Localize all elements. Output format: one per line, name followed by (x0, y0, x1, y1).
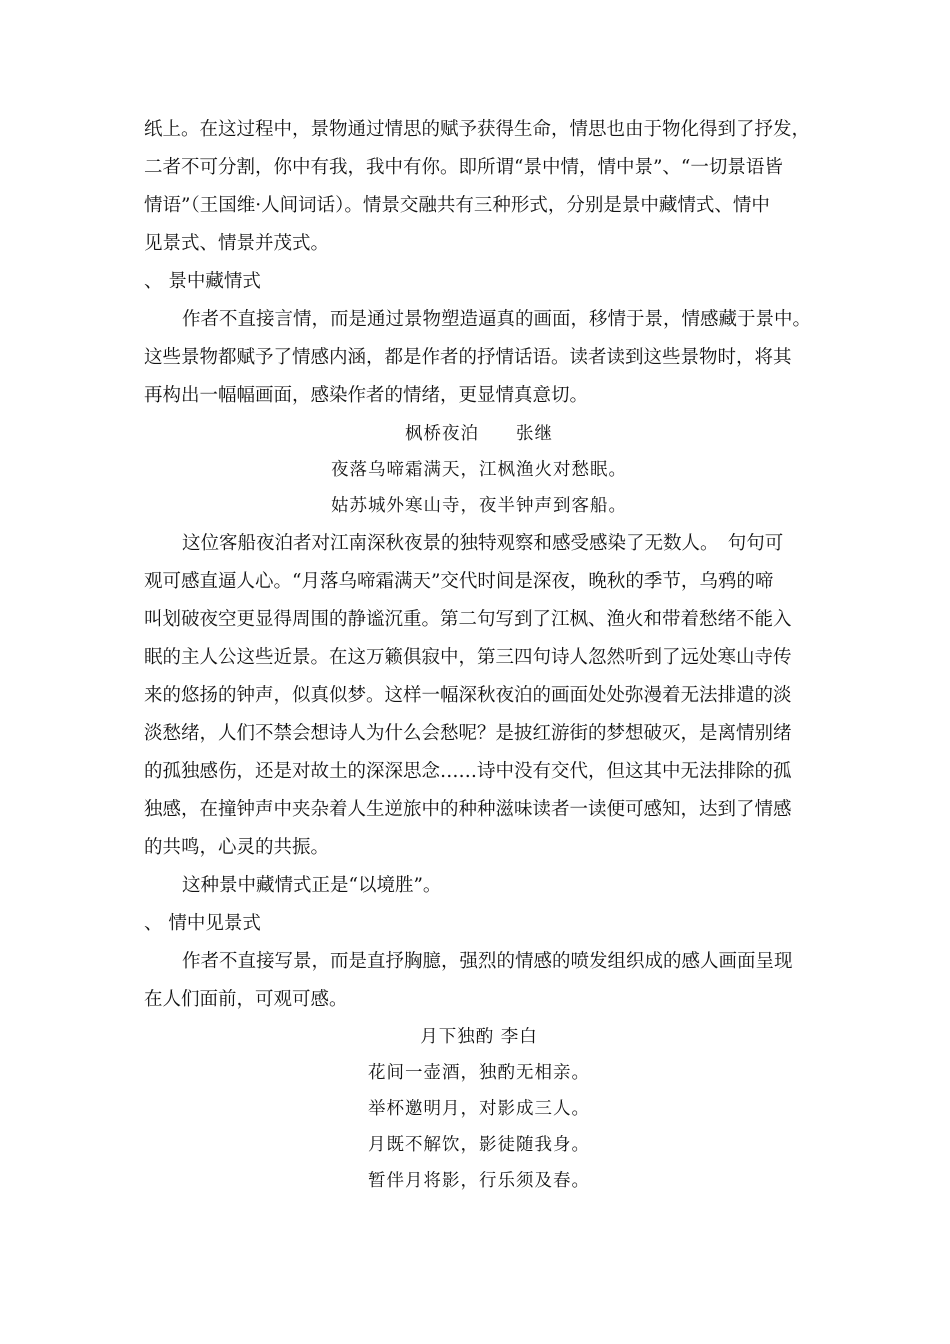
paragraph-2-line: 再构出一幅幅画面，感染作者的情绪，更显情真意切。 (144, 385, 589, 406)
poem-2-line: 举杯邀明月，对影成三人。 (368, 1099, 590, 1119)
poem-2-line: 月既不解饮，影徒随我身。 (368, 1135, 590, 1155)
section-heading-2: 、 情中见景式 (144, 913, 261, 934)
poem-1-title: 枫桥夜泊 张继 (405, 424, 553, 444)
paragraph-1-line: 情语”（王国维·人间词话）。情景交融共有三种形式，分别是景中藏情式、情中 (144, 195, 770, 216)
paragraph-3-line: 的孤独感伤，还是对故土的深深思念……诗中没有交代，但这其中无法排除的孤 (144, 761, 792, 782)
paragraph-5-line: 在人们面前，可观可感。 (144, 989, 348, 1010)
poem-2-line: 花间一壶酒，独酌无相亲。 (368, 1063, 590, 1083)
paragraph-1-line: 见景式、情景并茂式。 (144, 233, 330, 254)
paragraph-2-line: 作者不直接言情，而是通过景物塑造逼真的画面，移情于景，情感藏于景中。 (182, 309, 812, 330)
paragraph-2-line: 这些景物都赋予了情感内涵，都是作者的抒情话语。读者读到这些景物时，将其 (144, 347, 792, 368)
paragraph-4: 这种景中藏情式正是“以境胜”。 (182, 875, 442, 896)
paragraph-1-line: 纸上。在这过程中，景物通过情思的赋予获得生命，情思也由于物化得到了抒发， (144, 119, 811, 140)
paragraph-3-line: 来的悠扬的钟声，似真似梦。这样一幅深秋夜泊的画面处处弥漫着无法排遣的淡 (144, 685, 792, 706)
poem-2-line: 暂伴月将影，行乐须及春。 (368, 1171, 590, 1191)
paragraph-3-line: 叫划破夜空更显得周围的静谧沉重。第二句写到了江枫、渔火和带着愁绪不能入 (144, 609, 792, 630)
section-heading-1: 、 景中藏情式 (144, 271, 261, 292)
paragraph-5-line: 作者不直接写景，而是直抒胸臆，强烈的情感的喷发组织成的感人画面呈现 (182, 951, 793, 972)
paragraph-3-line: 独感，在撞钟声中夹杂着人生逆旅中的种种滋味读者一读便可感知，达到了情感 (144, 799, 792, 820)
paragraph-3-line: 观可感直逼人心。“月落乌啼霜满天”交代时间是深夜，晚秋的季节，乌鸦的啼 (144, 571, 774, 592)
paragraph-3-line: 的共鸣，心灵的共振。 (144, 837, 330, 858)
paragraph-3-line: 眠的主人公这些近景。在这万籁俱寂中，第三四句诗人忽然听到了远处寒山寺传 (144, 647, 792, 668)
poem-1-line: 姑苏城外寒山寺，夜半钟声到客船。 (331, 496, 627, 516)
paragraph-1-line: 二者不可分割，你中有我，我中有你。即所谓“景中情，情中景”、“一切景语皆 (144, 157, 783, 178)
poem-2-title: 月下独酌 李白 (420, 1027, 538, 1047)
paragraph-3-line: 这位客船夜泊者对江南深秋夜景的独特观察和感受感染了无数人。 句句可 (182, 533, 784, 554)
paragraph-3-line: 淡愁绪，人们不禁会想诗人为什么会愁呢？是披红游街的梦想破灭，是离情别绪 (144, 723, 792, 744)
poem-1-line: 夜落乌啼霜满天，江枫渔火对愁眠。 (331, 460, 627, 480)
